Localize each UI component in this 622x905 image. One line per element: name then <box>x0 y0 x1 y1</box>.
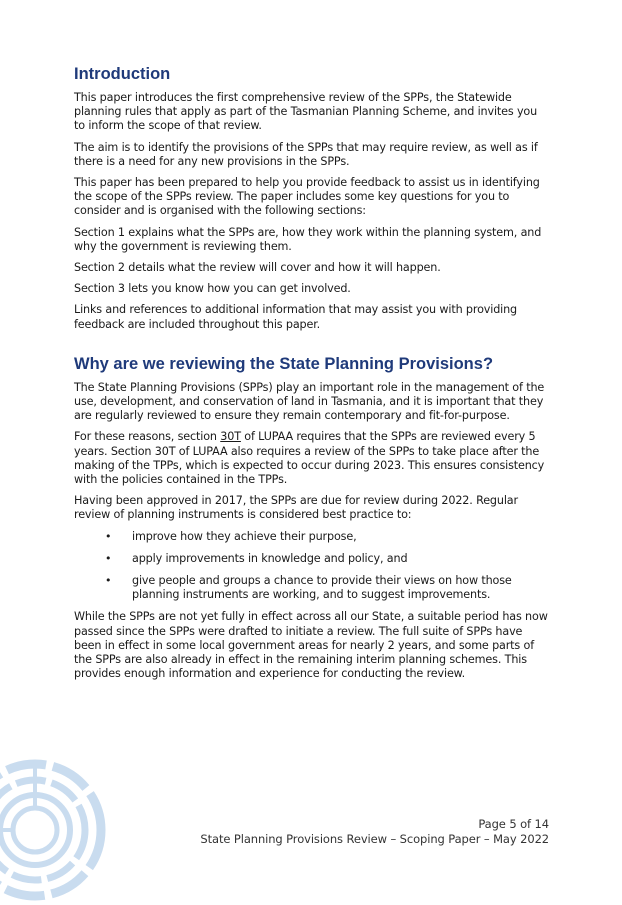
circular-seal-logo-icon <box>0 755 110 905</box>
list-item <box>74 574 550 602</box>
list-item-text: improve how they achieve their purpose, <box>132 529 357 543</box>
document-title: State Planning Provisions Review – Scoping Paper – May 2022 <box>200 832 549 846</box>
bullet-icon: • <box>105 551 112 565</box>
why-paragraph: Having been approved in 2017, the SPPs are due for review during 2022. Regular review of planning instruments is considered best practice to: <box>74 494 518 522</box>
text-span: For these reasons, section <box>74 430 221 444</box>
list-item <box>74 530 550 544</box>
page-content <box>74 64 550 689</box>
page-footer <box>200 817 549 847</box>
page-number: Page 5 of 14 <box>478 817 549 831</box>
intro-heading: Introduction <box>74 65 171 83</box>
bullet-icon: • <box>105 529 112 543</box>
list-item <box>74 552 550 566</box>
intro-paragraph: Section 1 explains what the SPPs are, how they work within the planning system, and why the government is reviewing them. <box>74 225 542 253</box>
intro-paragraph: This paper has been prepared to help you provide feedback to assist us in identifying the scope of the SPPs review. The paper includes some key questions for you to consider and is organised with the following sections: <box>74 176 540 218</box>
intro-paragraph: Section 3 lets you know how you can get involved. <box>74 282 351 296</box>
intro-paragraph: Section 2 details what the review will cover and how it will happen. <box>74 261 441 275</box>
list-item-text: apply improvements in knowledge and policy, and <box>132 551 408 565</box>
intro-paragraph: The aim is to identify the provisions of the SPPs that may require review, as well as if there is a need for any new provisions in the SPPs. <box>74 140 538 168</box>
intro-paragraph: Links and references to additional information that may assist you with providing feedback are included throughout this paper. <box>74 303 518 331</box>
intro-paragraph: This paper introduces the first comprehensive review of the SPPs, the Statewide planning rules that apply as part of the Tasmanian Planning Scheme, and invites you to inform the scope of that review. <box>74 91 538 133</box>
why-paragraph: The State Planning Provisions (SPPs) play an important role in the management of the use, development, and conservation of land in Tasmania, and it is important that they are regularly reviewed to ensure they remain contemporary and fit-for-purpose. <box>74 380 545 423</box>
why-heading: Why are we reviewing the State Planning Provisions? <box>74 354 494 373</box>
list-item-text: give people and groups a chance to provide their views on how those planning instruments are working, and to suggest improvements. <box>132 574 512 602</box>
why-paragraph: While the SPPs are not yet fully in effect across all our State, a suitable period has now passed since the SPPs were drafted to initiate a review. The full suite of SPPs have been in effect in some local government areas for nearly 2 years, and some parts of the SPPs are also already in effect in the remaining interim planning schemes. This provides enough information and experience for conducting the review. <box>74 610 548 681</box>
section-30t-link[interactable]: 30T <box>220 430 241 444</box>
why-paragraph-with-link <box>74 430 550 487</box>
text-span: of LUPAA requires that the SPPs are reviewed every 5 years. Section 30T of LUPAA also requires a review of the SPPs to take place after the making of the TPPs, which is expected to occur during 2023. This ensures consistency with the policies contained in the TPPs. <box>74 430 545 487</box>
best-practice-list <box>74 530 550 603</box>
bullet-icon: • <box>105 574 112 588</box>
